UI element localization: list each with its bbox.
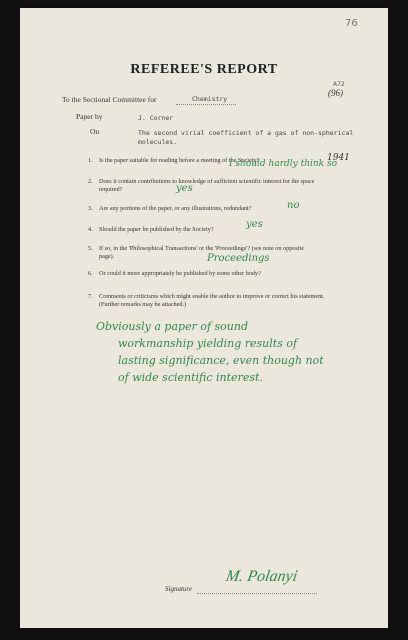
committee-value: Chemistry xyxy=(192,95,228,103)
page-title: REFEREE'S REPORT xyxy=(130,62,278,77)
committee-label: To the Sectional Committee for xyxy=(62,95,157,104)
comment-line-4: of wide scientific interest. xyxy=(118,371,263,384)
answer-4: yes xyxy=(246,219,263,230)
question-number: 6. xyxy=(88,270,93,277)
question-number: 2. xyxy=(88,178,93,185)
question-number: 3. xyxy=(88,205,93,212)
question-text: Is the paper suitable for reading before a meeting of the Society? xyxy=(99,157,260,164)
comment-line-1: Obviously a paper of sound xyxy=(96,320,249,333)
question-text: Are any portions of the paper, or any illustrations, redundant? xyxy=(99,205,252,212)
question-7 xyxy=(88,293,325,309)
signature-handwritten: M. Polanyi xyxy=(224,568,299,585)
committee-dotted-line xyxy=(176,104,236,105)
question-2 xyxy=(88,178,315,194)
on-label: On xyxy=(90,127,100,136)
answer-2: yes xyxy=(176,183,193,194)
paper-by-label: Paper by xyxy=(76,112,103,121)
question-text: Should the paper be published by the Society? xyxy=(99,226,214,233)
question-number: 4. xyxy=(88,226,93,233)
page-number: 76 xyxy=(345,18,358,29)
reference-year: (96) xyxy=(328,88,343,98)
question-text-continued: page). xyxy=(99,253,115,260)
question-text-continued: (Further remarks may be attached.) xyxy=(99,301,187,308)
answer-3: no xyxy=(287,200,300,211)
question-text-continued: required? xyxy=(99,186,123,193)
question-4 xyxy=(88,226,214,234)
question-text: Comments or criticisms which might enable the author to improve or correct his statement. xyxy=(99,293,325,300)
question-6 xyxy=(88,270,261,278)
comment-line-2: workmanship yielding results of xyxy=(118,337,298,350)
comment-line-3: lasting significance, even though not xyxy=(118,354,324,367)
question-3 xyxy=(88,205,252,213)
question-number: 5. xyxy=(88,245,93,252)
answer-1: I should hardly think so xyxy=(229,159,338,169)
on-value-line1: The second virial coefficient of a gas of non-spherical xyxy=(138,129,354,137)
answer-5: Proceedings xyxy=(207,253,270,264)
question-number: 7. xyxy=(88,293,93,300)
question-text: Or could it more appropriately be published by some other body? xyxy=(99,270,261,277)
reference-code: A72 xyxy=(333,81,345,88)
question-number: 1. xyxy=(88,157,93,164)
question-text: If so, in the 'Philosophical Transactions' or the 'Proceedings'? (see note on opposite xyxy=(99,245,305,252)
signature-label: Signature xyxy=(165,585,192,593)
question-text: Does it contain contributions to knowledge of sufficient scientific interest for the space xyxy=(99,178,315,185)
on-value-line2: molecules. xyxy=(138,138,178,146)
answer-1-margin-note: 1941 xyxy=(327,153,350,163)
question-5 xyxy=(88,245,305,261)
paper-by-value: J. Corner xyxy=(138,114,174,122)
signature-dotted-line xyxy=(197,593,317,594)
